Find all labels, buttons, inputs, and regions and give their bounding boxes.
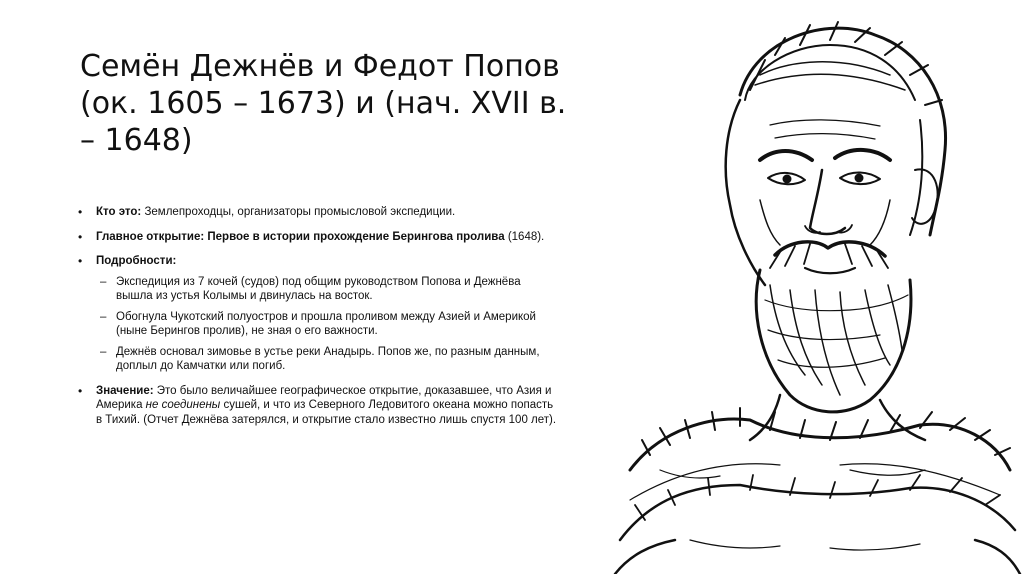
details-label: Подробности: [96, 255, 177, 267]
bullet-discovery [78, 230, 558, 245]
significance-label: Значение: [96, 384, 154, 397]
significance-text-1: Это было величайшее географическое открытие, доказавшее, что Азия и Америка [96, 384, 552, 411]
significance-italic: не соединены [145, 399, 221, 411]
portrait-drawing [590, 0, 1024, 574]
detail-item: – Экспедиция из 7 кочей (судов) под общим руководством Попова и Дежнёва вышла из устья Колымы и двинулась на восток. [96, 275, 558, 304]
slide-content [78, 205, 558, 437]
detail-item: – Дежнёв основал зимовье в устье реки Анадырь. Попов же, по разным данным, доплыл до Камчатки или погиб. [96, 345, 558, 374]
slide-title: Семён Дежнёв и Федот Попов (ок. 1605 – 1673) и (нач. XVII в. – 1648) [80, 49, 567, 158]
who-text: Землепроходцы, организаторы промысловой экспедиции. [141, 206, 456, 218]
details-sublist [96, 275, 558, 374]
detail-item: – Обогнула Чукотский полуостров и прошла проливом между Азией и Америкой (ныне Берингов пролив), не зная о его важности. [96, 310, 558, 339]
discovery-year: (1648). [504, 230, 545, 243]
discovery-label: Главное открытие: [96, 230, 205, 243]
bullet-who [78, 205, 558, 220]
bullet-details [78, 254, 558, 374]
bullet-significance [78, 384, 558, 428]
who-label: Кто это: [96, 206, 142, 218]
bullet-list [78, 205, 558, 427]
discovery-text: Первое в истории прохождение Берингова пролива [204, 230, 505, 243]
significance-text-2: сушей, и что из Северного Ледовитого океана можно попасть в Тихий. (Отчет Дежнёва затерялся, и открытие стало известно лишь спустя 100 лет). [96, 399, 557, 426]
sketched-portrait-illustration [590, 0, 1024, 574]
